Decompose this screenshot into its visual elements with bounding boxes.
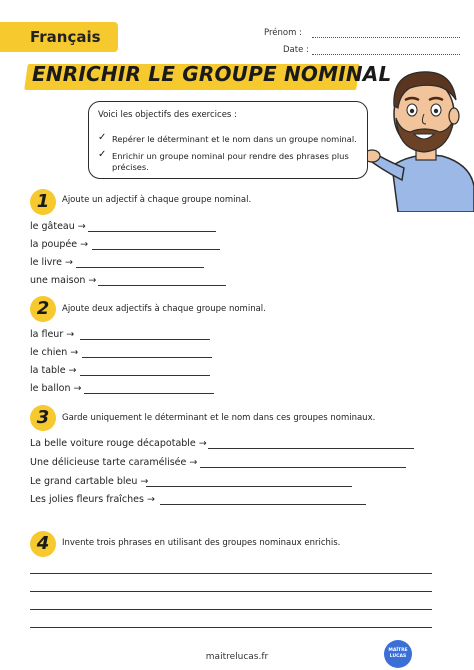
teacher-illustration [352,56,474,212]
exercise-line-label: la table → [30,365,77,376]
prenom-field[interactable] [312,37,460,38]
date-label: Date : [283,45,309,55]
exercise-line-label: une maison → [30,275,97,286]
exercise-instruction: Ajoute deux adjectifs à chaque groupe nominal. [62,304,266,314]
objective-item: Repérer le déterminant et le nom dans un groupe nominal. [112,134,357,144]
logo-text-line2: LUCAS [389,654,407,659]
exercise-instruction: Invente trois phrases en utilisant des groupes nominaux enrichis. [62,538,341,548]
answer-line[interactable] [80,375,210,376]
answer-line[interactable] [30,591,432,592]
checkmark-icon: ✓ [98,132,107,143]
exercise-line-label: le ballon → [30,383,82,394]
exercise-line-label: Le grand cartable bleu → [30,476,149,487]
answer-line[interactable] [80,339,210,340]
answer-line[interactable] [98,285,226,286]
answer-line[interactable] [208,448,414,449]
exercise-line-label: Les jolies fleurs fraîches → [30,494,155,505]
exercise-line-label: le gâteau → [30,221,86,232]
date-field[interactable] [312,54,460,55]
exercise-line-label: La belle voiture rouge décapotable → [30,438,207,449]
exercise-line-label: la poupée → [30,239,89,250]
answer-line[interactable] [160,504,366,505]
page-title: ENRICHIR LE GROUPE NOMINAL [32,62,392,86]
exercise-line-label: le livre → [30,257,73,268]
answer-line[interactable] [146,486,352,487]
answer-line[interactable] [76,267,204,268]
answer-line[interactable] [82,357,212,358]
logo-text-line1: MAÎTRE [388,648,408,653]
answer-line[interactable] [92,249,220,250]
objective-item: Enrichir un groupe nominal pour rendre des phrases plus [112,151,349,161]
brand-logo [384,640,412,668]
answer-line[interactable] [30,627,432,628]
objectives-intro: Voici les objectifs des exercices : [98,110,237,120]
answer-line[interactable] [88,231,216,232]
exercise-number-badge: 3 [30,405,56,431]
exercise-line-label: la fleur → [30,329,75,340]
checkmark-icon: ✓ [98,149,107,160]
exercise-number-badge: 2 [30,296,56,322]
exercise-number-badge: 4 [30,531,56,557]
exercise-line-label: le chien → [30,347,79,358]
footer-url[interactable]: maitrelucas.fr [205,652,269,662]
exercise-number-badge: 1 [30,189,56,215]
exercise-instruction: Ajoute un adjectif à chaque groupe nominal. [62,195,252,205]
exercise-line-label: Une délicieuse tarte caramélisée → [30,457,198,468]
answer-line[interactable] [30,573,432,574]
objective-item-continued: précises. [112,162,149,172]
exercise-instruction: Garde uniquement le déterminant et le nom dans ces groupes nominaux. [62,413,376,423]
answer-line[interactable] [200,467,406,468]
answer-line[interactable] [30,609,432,610]
prenom-label: Prénom : [264,28,302,38]
subject-label: Français [30,28,101,46]
answer-line[interactable] [84,393,214,394]
